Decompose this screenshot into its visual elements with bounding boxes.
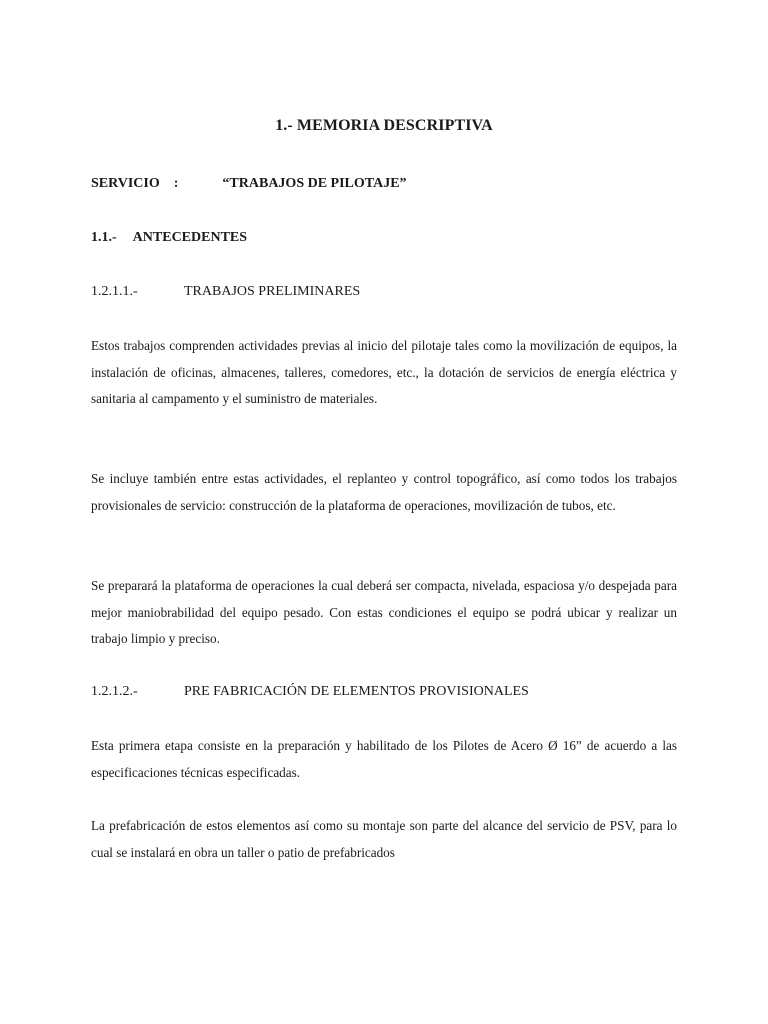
- section-number: 1.1.-: [91, 230, 117, 245]
- subsection-title: TRABAJOS PRELIMINARES: [184, 284, 361, 299]
- paragraph: La prefabricación de estos elementos así como su montaje son parte del alcance del servicio de PSV, para lo cual se instalará en obra un taller o patio de prefabricados: [91, 818, 677, 860]
- document-title: 1.- MEMORIA DESCRIPTIVA: [275, 117, 493, 134]
- paragraph: Se incluye también entre estas actividades, el replanteo y control topográfico, así como todos los trabajos provisionales de servicio: construcción de la plataforma de operaciones, movilización de tubos, etc.: [91, 471, 677, 513]
- paragraph: Esta primera etapa consiste en la preparación y habilitado de los Pilotes de Acero Ø 16” de acuerdo a las especificaciones técnicas especificadas.: [91, 738, 677, 780]
- subsection-heading: [91, 284, 360, 300]
- service-value: “TRABAJOS DE PILOTAJE”: [222, 176, 407, 191]
- paragraph: Se preparará la plataforma de operaciones la cual deberá ser compacta, nivelada, espaciosa y/o despejada para mejor maniobrabilidad del equipo pesado. Con estas condiciones el equipo se podrá ubicar y realizar un trabajo limpio y preciso.: [91, 578, 677, 647]
- service-label: SERVICIO: [91, 176, 160, 191]
- service-separator: :: [173, 176, 179, 191]
- service-line: [91, 176, 407, 192]
- subsection-number: 1.2.1.1.-: [91, 284, 138, 299]
- subsection-number: 1.2.1.2.-: [91, 684, 138, 699]
- section-title: ANTECEDENTES: [132, 230, 248, 245]
- subsection-heading: [91, 684, 529, 700]
- section-heading: [91, 230, 247, 246]
- subsection-title: PRE FABRICACIÓN DE ELEMENTOS PROVISIONALES: [184, 684, 529, 699]
- paragraph: Estos trabajos comprenden actividades previas al inicio del pilotaje tales como la movilización de equipos, la instalación de oficinas, almacenes, talleres, comedores, etc., la dotación de servicios de energía eléctrica y sanitaria al campamento y el suministro de materiales.: [91, 338, 677, 407]
